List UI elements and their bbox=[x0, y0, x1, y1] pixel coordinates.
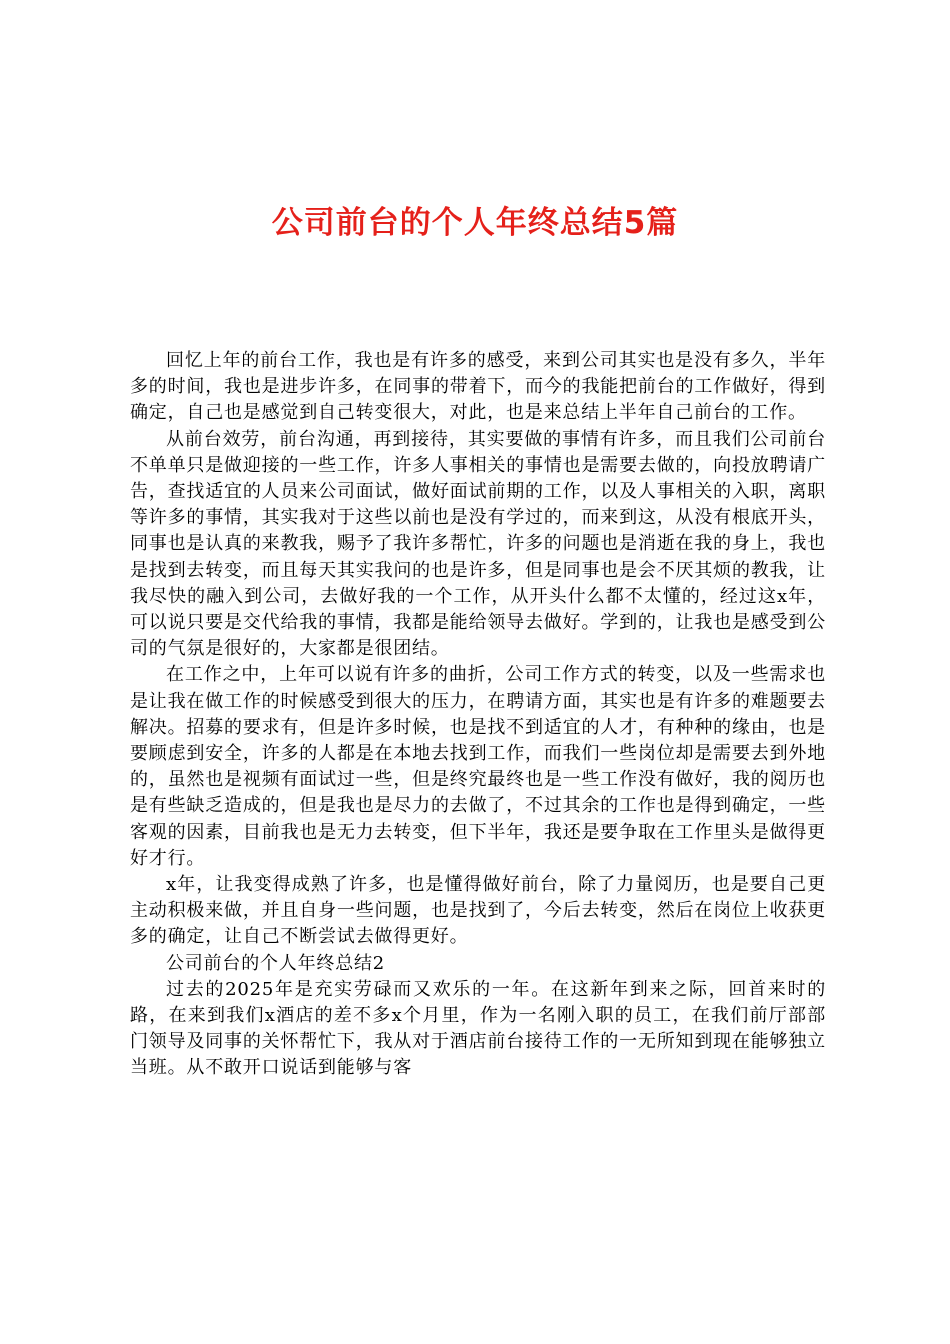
paragraph-3: 在工作之中，上年可以说有许多的曲折，公司工作方式的转变，以及一些需求也是让我在做工作的时候感受到很大的压力，在聘请方面，其实也是有许多的难题要去解决。招募的要求有，但是许多时候，也是找不到适宜的人才，有种种的缘由，也是要顾虑到安全，许多的人都是在本地去找到工作，而我们一些岗位却是需要去到外地的，虽然也是视频有面试过一些，但是终究最终也是一些工作没有做好，我的阅历也是有些缺乏造成的，但是我也是尽力的去做了，不过其余的工作也是得到确定，一些客观的因素，目前我也是无力去转变，但下半年，我还是要争取在工作里头是做得更好才行。 bbox=[130, 664, 826, 869]
document-body bbox=[130, 348, 826, 1082]
document-title: 公司前台的个人年终总结5篇 bbox=[271, 205, 679, 241]
section-heading-2: 公司前台的个人年终总结2 bbox=[166, 952, 386, 974]
paragraph-2: 从前台效劳，前台沟通，再到接待，其实要做的事情有许多，而且我们公司前台不单单只是做迎接的一些工作，许多人事相关的事情也是需要去做的，向投放聘请广告，查找适宜的人员来公司面试，做好面试前期的工作，以及人事相关的入职，离职等许多的事情，其实我对于这些以前也是没有学过的，而来到这，从没有根底开头，同事也是认真的来教我，赐予了我许多帮忙，许多的问题也是消逝在我的身上，我也是找到去转变，而且每天其实我问的也是许多，但是同事也是会不厌其烦的教我，让我尽快的融入到公司，去做好我的一个工作，从开头什么都不太懂的，经过这x年，可以说只要是交代给我的事情，我都是能给领导去做好。学到的，让我也是感受到公司的气氛是很好的，大家都是很团结。 bbox=[130, 428, 826, 660]
paragraph-5: 过去的2025年是充实劳碌而又欢乐的一年。在这新年到来之际，回首来时的路，在来到我们x酒店的差不多x个月里，作为一名刚入职的员工，在我们前厅部部门领导及同事的关怀帮忙下，我从对于酒店前台接待工作的一无所知到现在能够独立当班。从不敢开口说话到能够与客 bbox=[130, 978, 826, 1079]
paragraph-1: 回忆上年的前台工作，我也是有许多的感受，来到公司其实也是没有多久，半年多的时间，我也是进步许多，在同事的带着下，而今的我能把前台的工作做好，得到确定，自己也是感觉到自己转变很大，对此，也是来总结上半年自己前台的工作。 bbox=[130, 350, 826, 424]
paragraph-4: x年，让我变得成熟了许多，也是懂得做好前台，除了力量阅历，也是要自己更主动积极来做，并且自身一些问题，也是找到了，今后去转变，然后在岗位上收获更多的确定，让自己不断尝试去做得更好。 bbox=[130, 874, 826, 948]
